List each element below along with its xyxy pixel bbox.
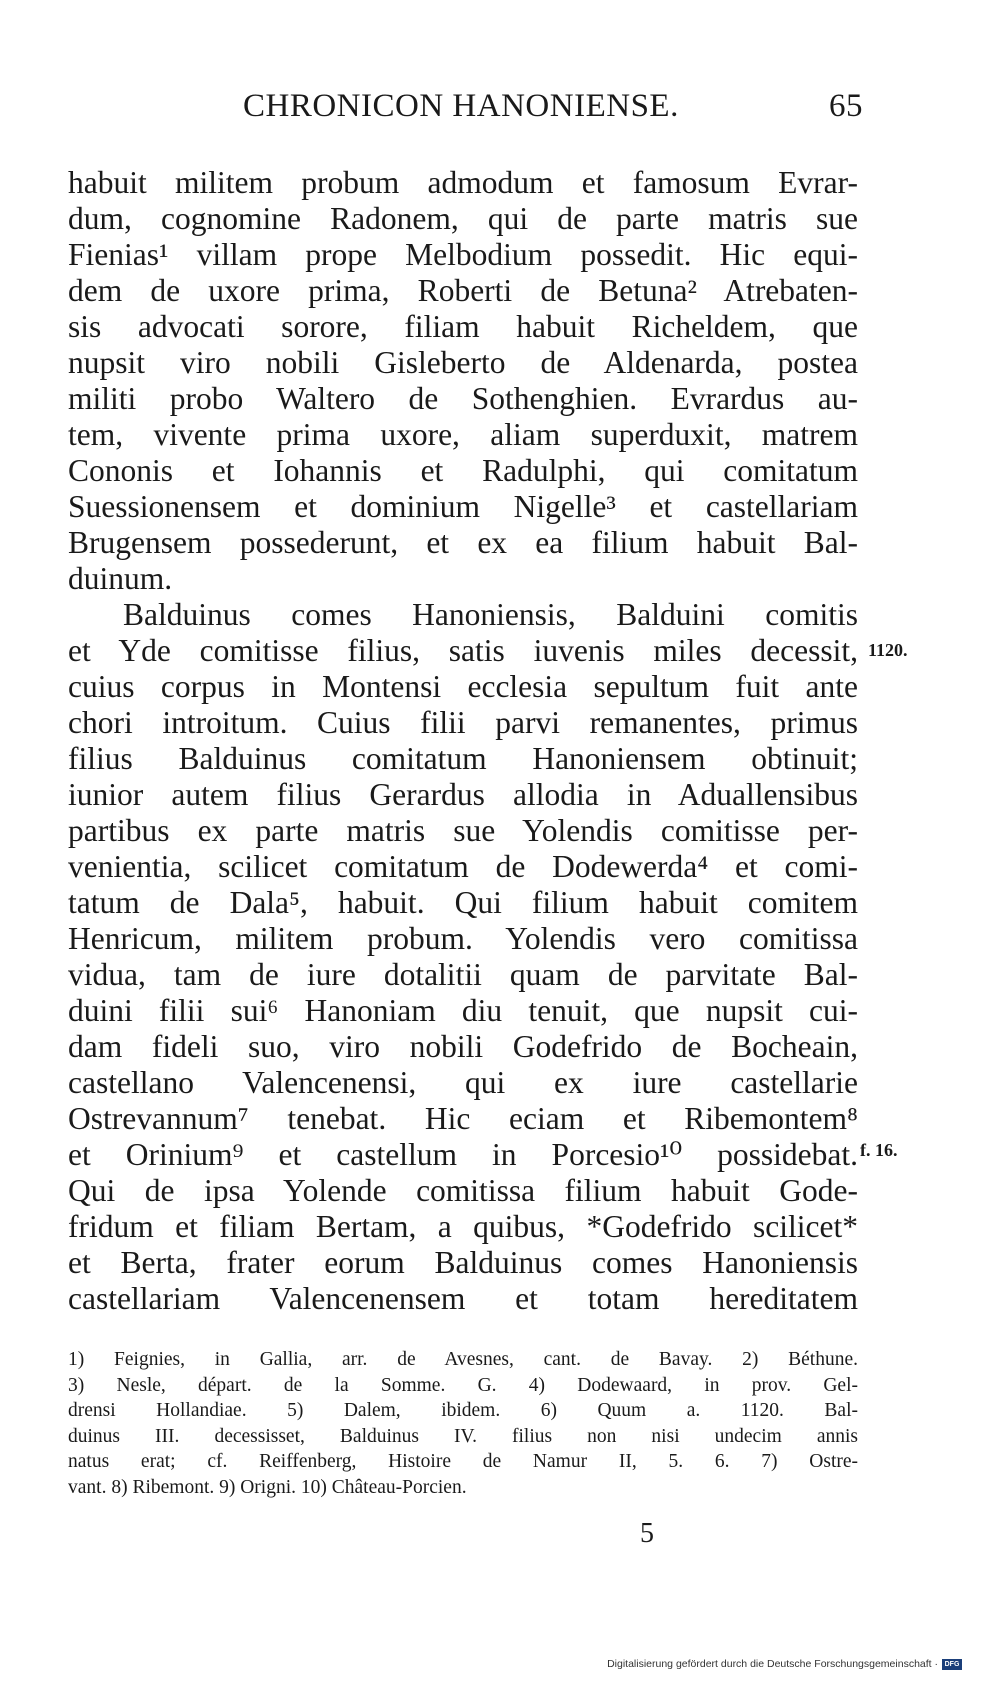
text-line: Brugensem possederunt, et ex ea filium habuit Bal-: [68, 525, 858, 560]
text-line: Qui de ipsa Yolende comitissa filium habuit Gode-: [68, 1173, 858, 1208]
text-line: Fienias¹ villam prope Melbodium possedit. Hic equi-: [68, 237, 858, 272]
footnote-line: natus erat; cf. Reiffenberg, Histoire de Namur II, 5. 6. 7) Ostre-: [68, 1451, 858, 1472]
text-line: Balduinus comes Hanoniensis, Balduini comitis: [123, 597, 858, 632]
text-line: Henricum, militem probum. Yolendis vero comitissa: [68, 921, 858, 956]
text-line: tem, vivente prima uxore, aliam superduxit, matrem: [68, 417, 858, 452]
text-line: tatum de Dala⁵, habuit. Qui filium habuit comitem: [68, 885, 858, 920]
margin-folio-note: f. 16.: [860, 1140, 898, 1160]
text-line: filius Balduinus comitatum Hanoniensem obtinuit;: [68, 741, 858, 776]
signature-mark: 5: [640, 1518, 654, 1549]
text-line: iunior autem filius Gerardus allodia in Aduallensibus: [68, 777, 858, 812]
text-line: militi probo Waltero de Sothenghien. Evrardus au-: [68, 381, 858, 416]
text-line: sis advocati sorore, filiam habuit Richeldem, que: [68, 309, 858, 344]
footnotes: [68, 1347, 858, 1500]
text-line: vidua, tam de iure dotalitii quam de parvitate Bal-: [68, 957, 858, 992]
margin-year-note: 1120.: [868, 640, 908, 660]
text-line: chori introitum. Cuius filii parvi remanentes, primus: [68, 705, 858, 740]
text-line: duinum.: [68, 561, 173, 596]
text-line: castellano Valencenensi, qui ex iure castellarie: [68, 1065, 858, 1100]
text-line: Suessionensem et dominium Nigelle³ et castellariam: [68, 489, 858, 524]
text-line: et Yde comitisse filius, satis iuvenis miles decessit,: [68, 633, 858, 668]
running-header: [243, 88, 863, 138]
text-line: dum, cognomine Radonem, qui de parte matris sue: [68, 201, 858, 236]
text-line: partibus ex parte matris sue Yolendis comitisse per-: [68, 813, 858, 848]
footnote-line: vant. 8) Ribemont. 9) Origni. 10) Château-Porcien.: [68, 1476, 467, 1498]
text-line: castellariam Valencenensem et totam hereditatem: [68, 1281, 858, 1316]
text-line: dam fideli suo, viro nobili Godefrido de Bocheain,: [68, 1029, 858, 1064]
text-line: venientia, scilicet comitatum de Dodewerda⁴ et comi-: [68, 849, 858, 884]
digitization-credit: [607, 1658, 962, 1670]
text-line: Cononis et Iohannis et Radulphi, qui comitatum: [68, 453, 858, 488]
text-line: cuius corpus in Montensi ecclesia sepultum fuit ante: [68, 669, 858, 704]
footnote-line: duinus III. decessisset, Balduinus IV. filius non nisi undecim annis: [68, 1425, 858, 1447]
footnote-line: drensi Hollandiae. 5) Dalem, ibidem. 6) Quum a. 1120. Bal-: [68, 1400, 858, 1421]
text-line: et Orinium⁹ et castellum in Porcesio¹⁰ possidebat.: [68, 1137, 858, 1172]
text-line: fridum et filiam Bertam, a quibus, *Godefrido scilicet*: [68, 1209, 858, 1244]
text-line: et Berta, frater eorum Balduinus comes Hanoniensis: [68, 1245, 858, 1280]
footnote-line: 1) Feignies, in Gallia, arr. de Avesnes, cant. de Bavay. 2) Béthune.: [68, 1349, 858, 1370]
text-line: dem de uxore prima, Roberti de Betuna² Atrebaten-: [68, 273, 858, 308]
main-text: [68, 165, 858, 1317]
dfg-logo: DFG: [942, 1659, 962, 1670]
running-title: CHRONICON HANONIENSE.: [243, 88, 679, 124]
text-line: Ostrevannum⁷ tenebat. Hic eciam et Ribemontem⁸: [68, 1101, 858, 1136]
page-number: 65: [829, 88, 863, 124]
text-line: duini filii sui⁶ Hanoniam diu tenuit, que nupsit cui-: [68, 993, 858, 1028]
text-line: habuit militem probum admodum et famosum Evrar-: [68, 165, 858, 200]
footnote-line: 3) Nesle, départ. de la Somme. G. 4) Dodewaard, in prov. Gel-: [68, 1374, 858, 1396]
text-line: nupsit viro nobili Gisleberto de Aldenarda, postea: [68, 345, 858, 380]
credit-text: Digitalisierung gefördert durch die Deutsche Forschungsgemeinschaft ·: [607, 1658, 938, 1670]
